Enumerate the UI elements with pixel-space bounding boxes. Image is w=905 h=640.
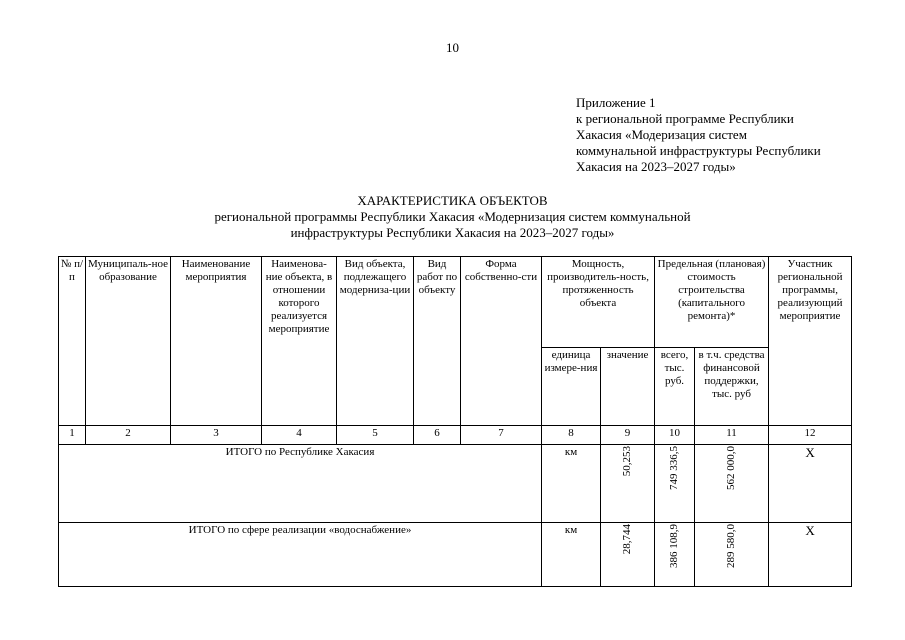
title-subtitle-line-1: региональной программы Республики Хакасия «Модернизация систем коммунальной (214, 209, 691, 224)
row-value-cell (601, 445, 655, 523)
column-number: 8 (542, 426, 601, 445)
column-number: 3 (171, 426, 262, 445)
title-main: ХАРАКТЕРИСТИКА ОБЪЕКТОВ (357, 193, 548, 208)
row-support-cell (695, 523, 769, 587)
row-label: ИТОГО по сфере реализации «водоснабжение» (59, 523, 542, 587)
row-total: 749 336,5 (668, 446, 681, 490)
row-unit: км (542, 523, 601, 587)
column-number: 2 (86, 426, 171, 445)
column-number: 11 (695, 426, 769, 445)
title-subtitle-line-2: инфраструктуры Республики Хакасия на 2023–2027 годы» (290, 225, 615, 240)
header-cost-total: всего, тыс. руб. (655, 348, 695, 426)
row-participant: X (769, 445, 852, 523)
row-value-cell (601, 523, 655, 587)
appendix-line: Хакасия «Модеризация систем (576, 127, 747, 142)
header-participant: Участник региональной программы, реализующий мероприятие (769, 257, 852, 426)
row-support: 289 580,0 (725, 524, 738, 568)
row-label: ИТОГО по Республике Хакасия (59, 445, 542, 523)
page-number: 10 (446, 40, 459, 55)
header-cost: Предельная (плановая) стоимость строительства (капитального ремонта)* (655, 257, 769, 348)
column-number: 10 (655, 426, 695, 445)
appendix-line: Хакасия на 2023–2027 годы» (576, 159, 736, 174)
row-total: 386 108,9 (668, 524, 681, 568)
column-number: 9 (601, 426, 655, 445)
row-total-cell (655, 523, 695, 587)
appendix-line: Приложение 1 (576, 95, 656, 110)
header-work-type: Вид работ по объекту (414, 257, 461, 426)
document-title (0, 193, 905, 241)
table-row (59, 445, 852, 523)
row-support: 562 000,0 (725, 446, 738, 490)
header-object: Наименова-ние объекта, в отношении которого реализуется мероприятие (262, 257, 337, 426)
row-unit: км (542, 445, 601, 523)
table-row (59, 523, 852, 587)
column-number: 6 (414, 426, 461, 445)
header-capacity: Мощность, производитель-ность, протяженность объекта (542, 257, 655, 348)
row-value: 50,253 (621, 446, 633, 477)
header-no: № п/п (59, 257, 86, 426)
header-cost-support: в т.ч. средства финансовой поддержки, тыс. руб (695, 348, 769, 426)
column-number: 7 (461, 426, 542, 445)
header-capacity-value: значение (601, 348, 655, 426)
row-support-cell (695, 445, 769, 523)
appendix-note (576, 95, 821, 175)
header-municipality: Муниципаль-ное образование (86, 257, 171, 426)
row-total-cell (655, 445, 695, 523)
column-numbers-row (59, 426, 852, 445)
column-number: 1 (59, 426, 86, 445)
row-participant: X (769, 523, 852, 587)
header-measure: Наименование мероприятия (171, 257, 262, 426)
appendix-line: коммунальной инфраструктуры Республики (576, 143, 821, 158)
column-number: 12 (769, 426, 852, 445)
objects-table (58, 256, 852, 587)
header-ownership: Форма собственно-сти (461, 257, 542, 426)
column-number: 4 (262, 426, 337, 445)
appendix-line: к региональной программе Республики (576, 111, 794, 126)
column-number: 5 (337, 426, 414, 445)
header-object-type: Вид объекта, подлежащего модерниза-ции (337, 257, 414, 426)
header-capacity-unit: единица измере-ния (542, 348, 601, 426)
row-value: 28,744 (621, 524, 633, 555)
